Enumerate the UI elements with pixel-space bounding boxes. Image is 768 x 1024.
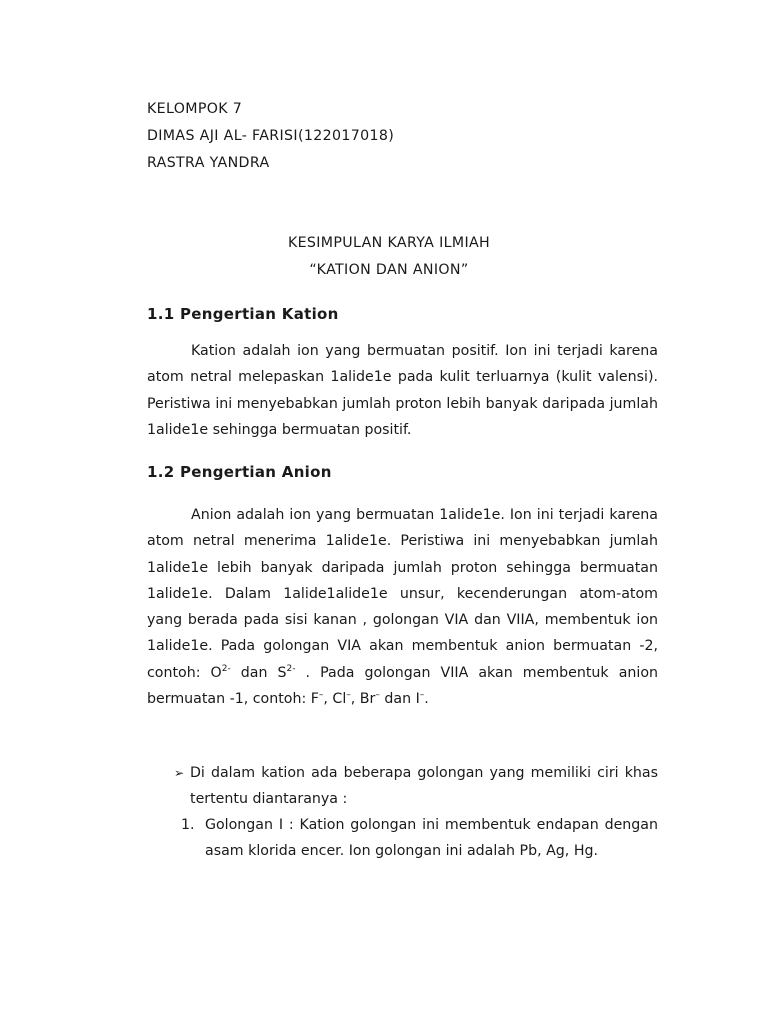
bullet-item-text: Di dalam kation ada beberapa golongan yang memiliki ciri khas tertentu diantaranya : [190,765,658,808]
paragraph-anion-text-4: , Cl [323,691,347,708]
numbered-item-marker: 1. [181,817,195,833]
numbered-item [181,812,658,865]
paragraph-anion-text-2: dan S [230,664,287,681]
section-heading-kation: 1.1 Pengertian Kation [147,305,339,323]
superscript-s: 2- [286,663,296,674]
document-title: KESIMPULAN KARYA ILMIAH [287,235,491,251]
paragraph-kation [147,338,658,443]
paragraph-anion-text-1: Anion adalah ion yang bermuatan 1alide1e. Ion ini terjadi karena atom netral menerima 1alide1e. Peristiwa ini menyebabkan jumlah 1alide1e lebih banyak daripada jumlah proton sehingga bermuatan 1alide1e. Dalam 1alide1alide1e unsur, kecenderungan atom-atom yang berada pada sisi kanan , golongan VIA dan VIIA, membentuk ion 1alide1e. Pada golongan VIA akan membentuk anion bermuatan -2, contoh: O [147,507,658,681]
numbered-list [181,812,658,865]
bullet-item [174,760,658,813]
paragraph-anion [147,502,658,712]
superscript-o: 2- [221,663,231,674]
member-name-2: RASTRA YANDRA [147,155,270,171]
paragraph-anion-text-5: , Br [350,691,376,708]
paragraph-anion-text-3: . Pada golongan VIIA akan membentuk anion bermuatan -1, contoh: F [147,664,658,708]
bullet-list [174,760,658,813]
superscript-br: – [375,690,380,701]
group-label: KELOMPOK 7 [147,101,243,117]
member-name-1: DIMAS AJI AL- FARISI(122017018) [147,128,395,144]
superscript-i: – [419,690,425,701]
paragraph-kation-text: Kation adalah ion yang bermuatan positif. Ion ini terjadi karena atom netral melepaskan 1alide1e pada kulit terluarnya (kulit valensi). Peristiwa ini menyebabkan jumlah proton lebih banyak daripada jumlah 1alide1e sehingga bermuatan positif. [147,343,658,438]
section-heading-anion: 1.2 Pengertian Anion [147,463,332,481]
paragraph-anion-text-6: dan I [379,691,420,708]
superscript-f: – [318,690,324,701]
numbered-item-text: Golongan I : Kation golongan ini membentuk endapan dengan asam klorida encer. Ion golongan ini adalah Pb, Ag, Hg. [205,817,658,860]
arrow-bullet-icon: ➢ [174,766,185,780]
paragraph-anion-text-7: . [424,691,429,708]
document-subtitle: “KATION DAN ANION” [309,262,469,278]
superscript-cl: – [346,690,351,701]
